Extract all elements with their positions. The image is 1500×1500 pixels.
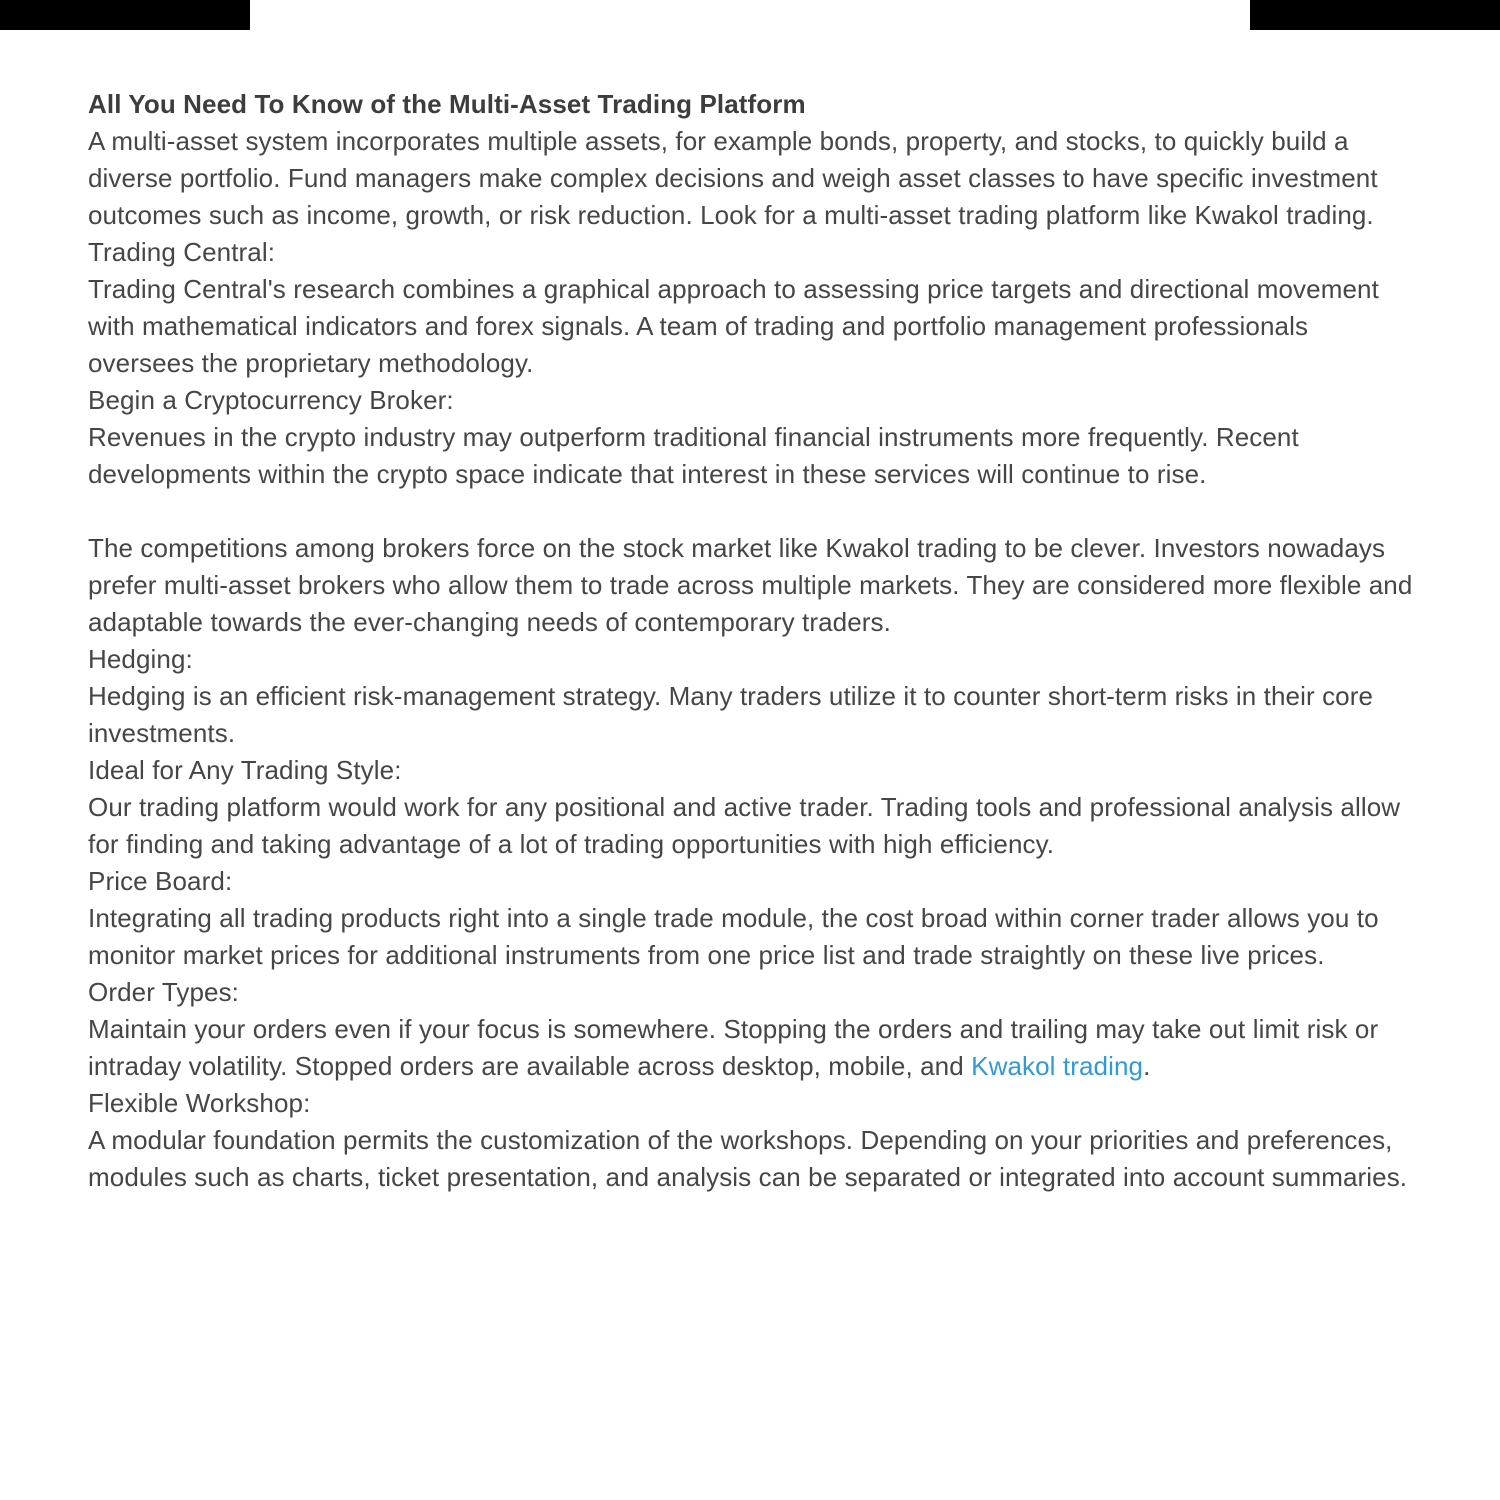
order-types-text-post: .: [1143, 1051, 1151, 1081]
trading-style-paragraph: Our trading platform would work for any positional and active trader. Trading tools and professional analysis allow for finding and taking advantage of a lot of trading opportunities with high efficiency.: [88, 792, 1401, 859]
kwakol-trading-link[interactable]: Kwakol trading: [971, 1051, 1144, 1081]
price-board-paragraph: Integrating all trading products right into a single trade module, the cost broad within corner trader allows you to monitor market prices for additional instruments from one price list and trade straightly on these live prices.: [88, 903, 1379, 970]
hedging-label: Hedging:: [88, 644, 193, 674]
trading-central-paragraph: Trading Central's research combines a graphical approach to assessing price targets and directional movement with mathematical indicators and forex signals. A team of trading and portfolio management professionals oversees the proprietary methodology.: [88, 274, 1379, 378]
trading-style-label: Ideal for Any Trading Style:: [88, 755, 402, 785]
intro-paragraph: A multi-asset system incorporates multiple assets, for example bonds, property, and stocks, to quickly build a diverse portfolio. Fund managers make complex decisions and weigh asset classes to have specific investment outcomes such as income, growth, or risk reduction. Look for a multi-asset trading platform like Kwakol trading.: [88, 126, 1378, 230]
price-board-label: Price Board:: [88, 866, 233, 896]
blank-line: [88, 493, 1418, 530]
competition-paragraph: The competitions among brokers force on the stock market like Kwakol trading to be clever. Investors nowadays prefer multi-asset brokers who allow them to trade across multiple markets. They are considered more flexible and adaptable towards the ever-changing needs of contemporary traders.: [88, 533, 1413, 637]
crypto-broker-label: Begin a Cryptocurrency Broker:: [88, 385, 454, 415]
flexible-workshop-label: Flexible Workshop:: [88, 1088, 311, 1118]
top-right-black-bar: [1250, 0, 1500, 30]
crypto-broker-paragraph: Revenues in the crypto industry may outperform traditional financial instruments more frequently. Recent developments within the crypto space indicate that interest in these services will continue to rise.: [88, 422, 1299, 489]
trading-central-label: Trading Central:: [88, 237, 276, 267]
order-types-label: Order Types:: [88, 977, 240, 1007]
article-title: All You Need To Know of the Multi-Asset Trading Platform: [88, 89, 806, 119]
flexible-workshop-paragraph: A modular foundation permits the customization of the workshops. Depending on your priorities and preferences, modules such as charts, ticket presentation, and analysis can be separated or integrated into account summaries.: [88, 1125, 1408, 1192]
order-types-paragraph: [88, 1011, 1418, 1085]
article-body: [88, 86, 1418, 1196]
order-types-text-pre: Maintain your orders even if your focus is somewhere. Stopping the orders and trailing may take out limit risk or intraday volatility. Stopped orders are available across desktop, mobile, and: [88, 1014, 1379, 1081]
hedging-paragraph: Hedging is an efficient risk-management strategy. Many traders utilize it to counter short-term risks in their core investments.: [88, 681, 1374, 748]
top-left-black-bar: [0, 0, 250, 30]
